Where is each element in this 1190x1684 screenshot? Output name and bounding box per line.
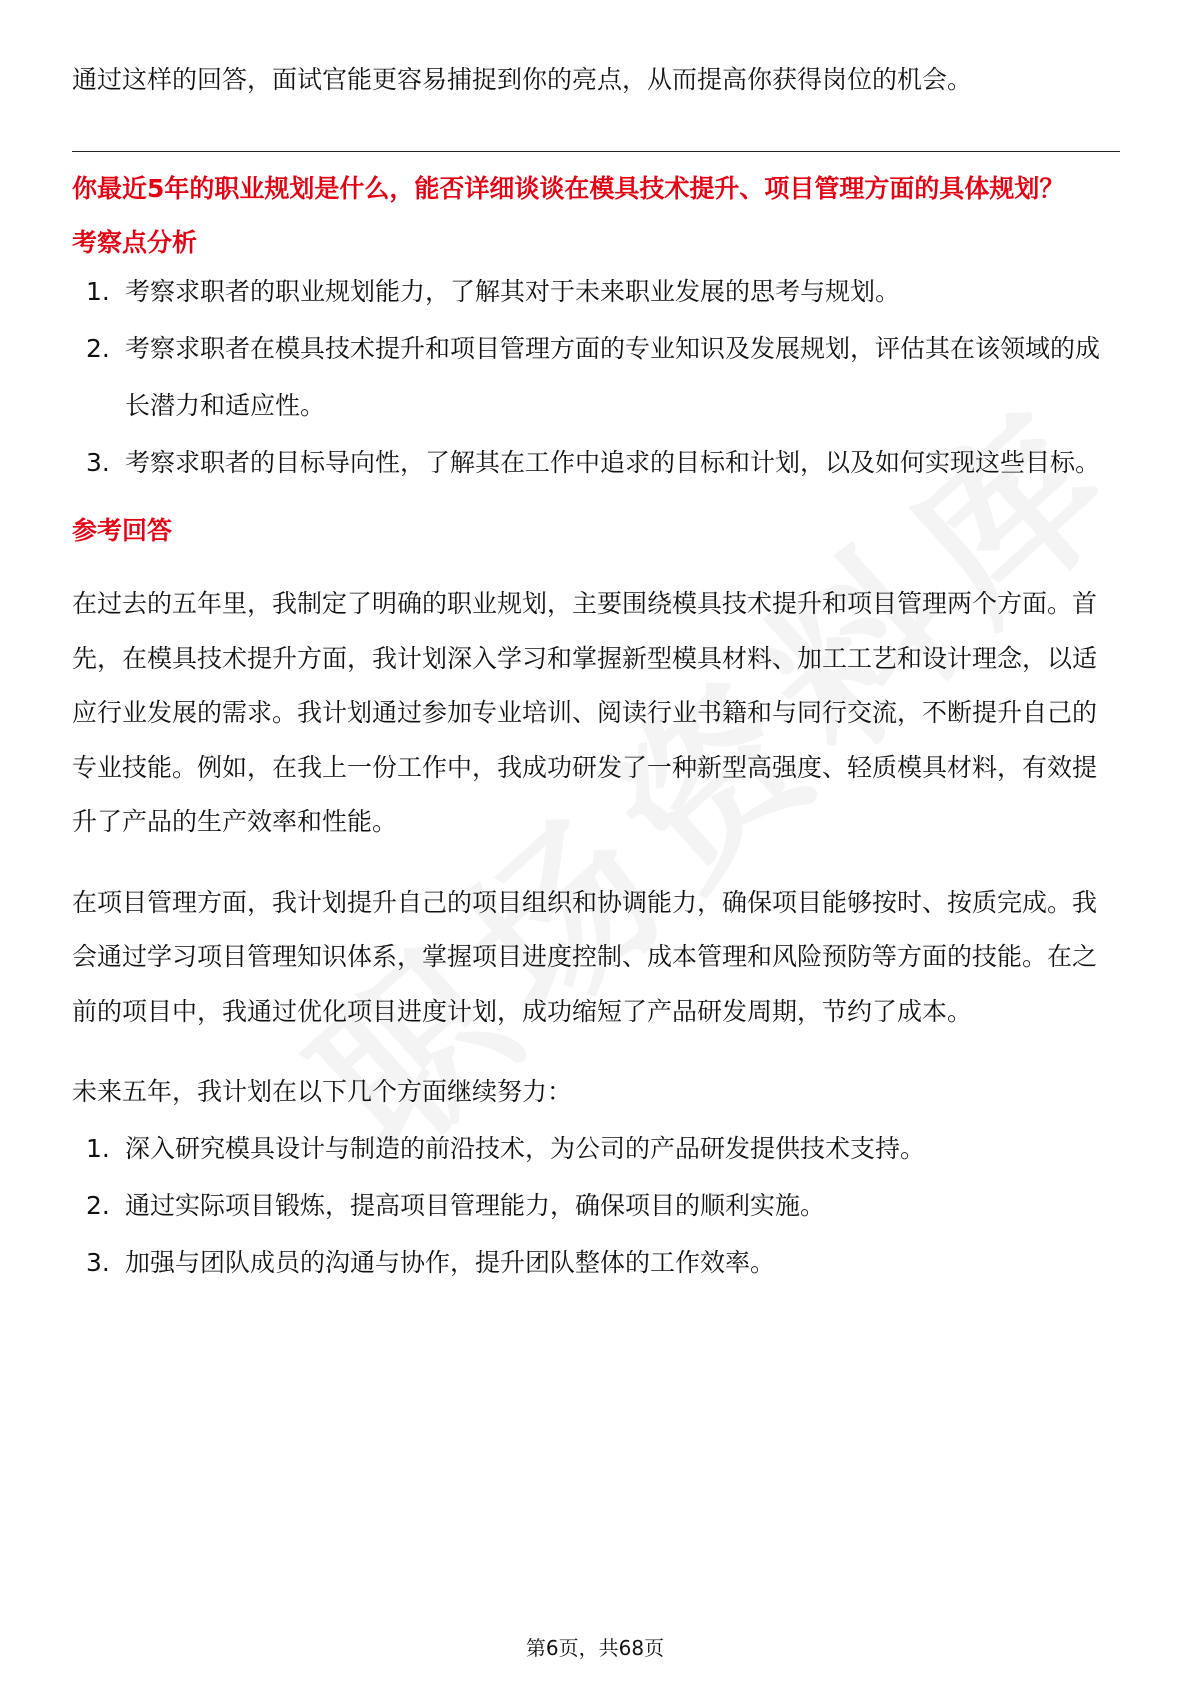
question-heading: 你最近5年的职业规划是什么，能否详细谈谈在模具技术提升、项目管理方面的具体规划？ xyxy=(72,174,1065,203)
plan-list xyxy=(72,1120,1120,1291)
list-item-text: 通过实际项目锻炼，提高项目管理能力，确保项目的顺利实施。 xyxy=(125,1190,826,1220)
intro-paragraph: 通过这样的回答，面试官能更容易捕捉到你的亮点，从而提高你获得岗位的机会。 xyxy=(72,65,973,94)
list-item-number: 3. xyxy=(86,1247,110,1277)
page-number-footer: 第6页，共68页 xyxy=(525,1636,665,1660)
page-content xyxy=(72,60,1120,1291)
list-item xyxy=(72,1234,1120,1291)
analysis-list xyxy=(72,263,1120,491)
analysis-heading: 考察点分析 xyxy=(72,228,198,257)
list-item-text: 深入研究模具设计与制造的前沿技术，为公司的产品研发提供技术支持。 xyxy=(125,1133,926,1163)
list-item xyxy=(72,1120,1120,1177)
list-item-number: 1. xyxy=(86,1133,110,1163)
list-item-text: 考察求职者的目标导向性，了解其在工作中追求的目标和计划，以及如何实现这些目标。 xyxy=(125,448,1101,477)
list-item-number: 2. xyxy=(86,334,110,363)
list-item-text: 考察求职者在模具技术提升和项目管理方面的专业知识及发展规划，评估其在该领域的成长潜力和适应性。 xyxy=(125,334,1101,420)
list-item-number: 1. xyxy=(86,277,110,306)
list-item-text: 加强与团队成员的沟通与协作，提升团队整体的工作效率。 xyxy=(125,1247,776,1277)
list-item-number: 3. xyxy=(86,448,110,477)
answer-heading: 参考回答 xyxy=(72,516,173,545)
list-item-number: 2. xyxy=(86,1190,110,1220)
answer-paragraph-2: 在项目管理方面，我计划提升自己的项目组织和协调能力，确保项目能够按时、按质完成。我会通过学习项目管理知识体系，掌握项目进度控制、成本管理和风险预防等方面的技能。在之前的项目中，我通过优化项目进度计划，成功缩短了产品研发周期，节约了成本。 xyxy=(72,887,1098,1026)
list-item xyxy=(72,263,1120,320)
answer-paragraph-1: 在过去的五年里，我制定了明确的职业规划，主要围绕模具技术提升和项目管理两个方面。首先，在模具技术提升方面，我计划深入学习和掌握新型模具材料、加工工艺和设计理念，以适应行业发展的需求。我计划通过参加专业培训、阅读行业书籍和与同行交流，不断提升自己的专业技能。例如，在我上一份工作中，我成功研发了一种新型高强度、轻质模具材料，有效提升了产品的生产效率和性能。 xyxy=(72,589,1098,836)
answer-paragraph-3: 未来五年，我计划在以下几个方面继续努力： xyxy=(72,1077,573,1106)
list-item xyxy=(72,1177,1120,1234)
list-item-text: 考察求职者的职业规划能力，了解其对于未来职业发展的思考与规划。 xyxy=(125,277,901,306)
list-item xyxy=(72,434,1120,491)
list-item xyxy=(72,320,1120,434)
section-divider xyxy=(72,151,1120,152)
